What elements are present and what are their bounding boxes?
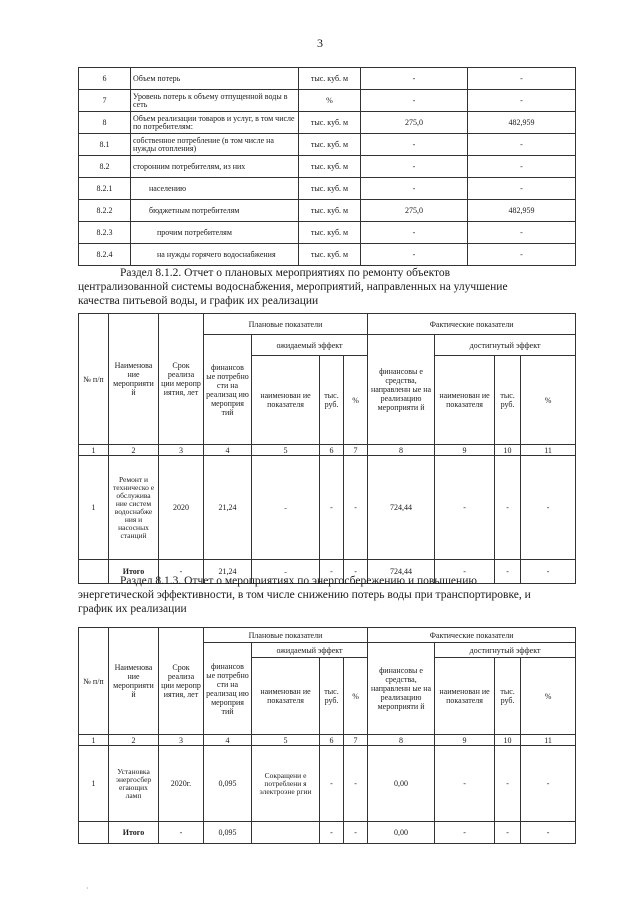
row-fact-value: - — [468, 222, 576, 244]
header-plan-fin: финансов ые потребно сти на реализац ию мероприя тий — [204, 335, 252, 445]
row-plan-value: - — [361, 244, 468, 266]
row-fact-value: - — [468, 178, 576, 200]
header-fact-group: Фактические показатели — [368, 314, 576, 335]
row-name: населению — [131, 178, 299, 200]
row-name: Уровень потерь к объему отпущенной воды в сеть — [131, 90, 299, 112]
header-name: Наименова ние мероприяти й — [109, 628, 159, 735]
table-row — [79, 456, 576, 560]
column-number: 7 — [344, 445, 368, 456]
header-fact-pct: % — [521, 658, 576, 735]
column-number: 10 — [495, 445, 521, 456]
cell-col-6: - — [320, 822, 344, 844]
cell-col-5: Сокращени е потреблени я электроэне ргии — [252, 746, 320, 822]
cell-col-8: 724,44 — [368, 560, 435, 584]
row-unit: тыс. куб. м — [299, 134, 361, 156]
header-term: Срок реализа ции меропр иятия, лет — [159, 628, 204, 735]
row-unit: тыс. куб. м — [299, 222, 361, 244]
cell-col-10: - — [495, 822, 521, 844]
cell-col-8: 724,44 — [368, 456, 435, 560]
row-name: бюджетным потребителям — [131, 200, 299, 222]
section-line: централизованной системы водоснабжения, мероприятий, направленных на улучшение — [78, 281, 508, 293]
header-plan-effect: ожидаемый эффект — [252, 335, 368, 356]
row-fact-value: - — [468, 134, 576, 156]
cell-col-8: 0,00 — [368, 746, 435, 822]
column-numbers-row — [79, 445, 576, 456]
cell-col-4: 21,24 — [204, 560, 252, 584]
row-plan-value: - — [361, 90, 468, 112]
repair-measures-table — [78, 313, 576, 584]
header-effect-rub: тыс. руб. — [320, 356, 344, 445]
section-8-1-2-heading — [78, 266, 575, 308]
cell-col-2: Итого — [109, 822, 159, 844]
row-name: Объем реализации товаров и услуг, в том числе по потребителям: — [131, 112, 299, 134]
cell-col-9: - — [435, 560, 495, 584]
cell-col-3: 2020г. — [159, 746, 204, 822]
row-name: на нужды горячего водоснабжения — [131, 244, 299, 266]
row-plan-value: - — [361, 134, 468, 156]
cell-col-7: - — [344, 822, 368, 844]
column-number: 4 — [204, 735, 252, 746]
cell-col-1 — [79, 822, 109, 844]
header-fact-effect: достигнутый эффект — [435, 643, 576, 658]
cell-col-5: - — [252, 456, 320, 560]
row-fact-value: - — [468, 156, 576, 178]
cell-col-1: 1 — [79, 456, 109, 560]
cell-col-11: - — [521, 560, 576, 584]
row-name: прочим потребителям — [131, 222, 299, 244]
row-unit: тыс. куб. м — [299, 200, 361, 222]
cell-col-7: - — [344, 560, 368, 584]
column-number: 7 — [344, 735, 368, 746]
header-effect-pct: % — [344, 658, 368, 735]
cell-col-3: - — [159, 822, 204, 844]
cell-col-2: Ремонт и техническо е обслужива ние систем водоснабже ния и насосных станций — [109, 456, 159, 560]
header-effect-pct: % — [344, 356, 368, 445]
table-row — [79, 112, 576, 134]
cell-col-8: 0,00 — [368, 822, 435, 844]
table-row — [79, 746, 576, 822]
row-number: 6 — [79, 68, 131, 90]
row-fact-value: - — [468, 68, 576, 90]
cell-col-10: - — [495, 456, 521, 560]
row-number: 7 — [79, 90, 131, 112]
header-fact-pct: % — [521, 356, 576, 445]
row-number: 8.1 — [79, 134, 131, 156]
cell-col-10: - — [495, 560, 521, 584]
column-number: 2 — [109, 735, 159, 746]
section-line: Раздел 8.1.3. Отчет о мероприятиях по энергосбережению и повышению — [120, 575, 477, 587]
cell-col-4: 21,24 — [204, 456, 252, 560]
row-plan-value: 275,0 — [361, 200, 468, 222]
header-effect-rub: тыс. руб. — [320, 658, 344, 735]
column-number: 1 — [79, 735, 109, 746]
row-plan-value: - — [361, 178, 468, 200]
row-fact-value: 482,959 — [468, 112, 576, 134]
cell-col-10: - — [495, 746, 521, 822]
row-number: 8 — [79, 112, 131, 134]
row-number: 8.2.1 — [79, 178, 131, 200]
cell-col-1: 1 — [79, 746, 109, 822]
header-fact-fin: финансовы е средства, направленн ые на реализацию мероприяти й — [368, 335, 435, 445]
header-fact-fin: финансовы е средства, направленн ые на реализацию мероприяти й — [368, 643, 435, 735]
row-plan-value: 275,0 — [361, 112, 468, 134]
column-number: 8 — [368, 445, 435, 456]
row-plan-value: - — [361, 222, 468, 244]
column-number: 1 — [79, 445, 109, 456]
section-8-1-3-heading — [78, 574, 575, 616]
column-number: 10 — [495, 735, 521, 746]
header-fact-group: Фактические показатели — [368, 628, 576, 643]
row-number: 8.2 — [79, 156, 131, 178]
column-number: 4 — [204, 445, 252, 456]
section-line: качества питьевой воды, и график их реализации — [78, 295, 319, 307]
section-line: график их реализации — [78, 603, 187, 615]
indicators-table — [78, 67, 576, 266]
header-num: № п/п — [79, 314, 109, 445]
cell-col-5: - — [252, 560, 320, 584]
row-unit: тыс. куб. м — [299, 178, 361, 200]
table-row — [79, 156, 576, 178]
row-unit: тыс. куб. м — [299, 68, 361, 90]
table-row — [79, 200, 576, 222]
header-plan-group: Плановые показатели — [204, 314, 368, 335]
row-number: 8.2.2 — [79, 200, 131, 222]
row-unit: тыс. куб. м — [299, 112, 361, 134]
column-number: 9 — [435, 445, 495, 456]
row-fact-value: - — [468, 90, 576, 112]
row-name: сторонним потребителям, из них — [131, 156, 299, 178]
header-effect-name: наименован ие показателя — [252, 356, 320, 445]
cell-col-9: - — [435, 456, 495, 560]
column-number: 9 — [435, 735, 495, 746]
cell-col-7: - — [344, 746, 368, 822]
column-number: 11 — [521, 445, 576, 456]
header-fact-rub: тыс. руб. — [495, 356, 521, 445]
header-effect-name: наименован ие показателя — [252, 658, 320, 735]
row-fact-value: 482,959 — [468, 200, 576, 222]
section-line: энергетической эффективности, в том числе снижению потерь воды при транспортировке, и — [78, 589, 531, 601]
cell-col-4: 0,095 — [204, 746, 252, 822]
header-fact-effect: достигнутый эффект — [435, 335, 576, 356]
header-num: № п/п — [79, 628, 109, 735]
section-line: Раздел 8.1.2. Отчет о плановых мероприятиях по ремонту объектов — [120, 267, 451, 279]
row-fact-value: - — [468, 244, 576, 266]
row-unit: тыс. куб. м — [299, 156, 361, 178]
column-number: 5 — [252, 445, 320, 456]
column-number: 3 — [159, 735, 204, 746]
table-row — [79, 244, 576, 266]
header-fact-name: наименован ие показателя — [435, 658, 495, 735]
table-row — [79, 134, 576, 156]
header-plan-group: Плановые показатели — [204, 628, 368, 643]
cell-col-9: - — [435, 746, 495, 822]
row-unit: % — [299, 90, 361, 112]
header-fact-name: наименован ие показателя — [435, 356, 495, 445]
total-row — [79, 822, 576, 844]
table-row — [79, 68, 576, 90]
column-number: 6 — [320, 735, 344, 746]
row-plan-value: - — [361, 156, 468, 178]
cell-col-11: - — [521, 746, 576, 822]
energy-saving-table — [78, 627, 576, 844]
cell-col-11: - — [521, 822, 576, 844]
cell-col-2: Установка энергосбер егающих ламп — [109, 746, 159, 822]
cell-col-7: - — [344, 456, 368, 560]
column-numbers-row — [79, 735, 576, 746]
row-unit: тыс. куб. м — [299, 244, 361, 266]
column-number: 11 — [521, 735, 576, 746]
cell-col-11: - — [521, 456, 576, 560]
header-plan-fin: финансов ые потребно сти на реализац ию мероприя тий — [204, 643, 252, 735]
row-name: собственное потребление (в том числе на нужды отопления) — [131, 134, 299, 156]
row-number: 8.2.4 — [79, 244, 131, 266]
row-number: 8.2.3 — [79, 222, 131, 244]
header-fact-rub: тыс. руб. — [495, 658, 521, 735]
header-name: Наименова ние мероприяти й — [109, 314, 159, 445]
page-footer-mark: · — [86, 884, 89, 893]
cell-col-3: - — [159, 560, 204, 584]
header-term: Срок реализа ции меропр иятия, лет — [159, 314, 204, 445]
column-number: 3 — [159, 445, 204, 456]
cell-col-2: Итого — [109, 560, 159, 584]
cell-col-4: 0,095 — [204, 822, 252, 844]
cell-col-5 — [252, 822, 320, 844]
column-number: 6 — [320, 445, 344, 456]
column-number: 2 — [109, 445, 159, 456]
table-row — [79, 90, 576, 112]
page-number: 3 — [317, 36, 323, 50]
cell-col-9: - — [435, 822, 495, 844]
cell-col-6: - — [320, 560, 344, 584]
table-row — [79, 178, 576, 200]
row-plan-value: - — [361, 68, 468, 90]
column-number: 5 — [252, 735, 320, 746]
table-row — [79, 222, 576, 244]
cell-col-3: 2020 — [159, 456, 204, 560]
row-name: Объем потерь — [131, 68, 299, 90]
cell-col-6: - — [320, 746, 344, 822]
cell-col-6: - — [320, 456, 344, 560]
header-plan-effect: ожидаемый эффект — [252, 643, 368, 658]
column-number: 8 — [368, 735, 435, 746]
